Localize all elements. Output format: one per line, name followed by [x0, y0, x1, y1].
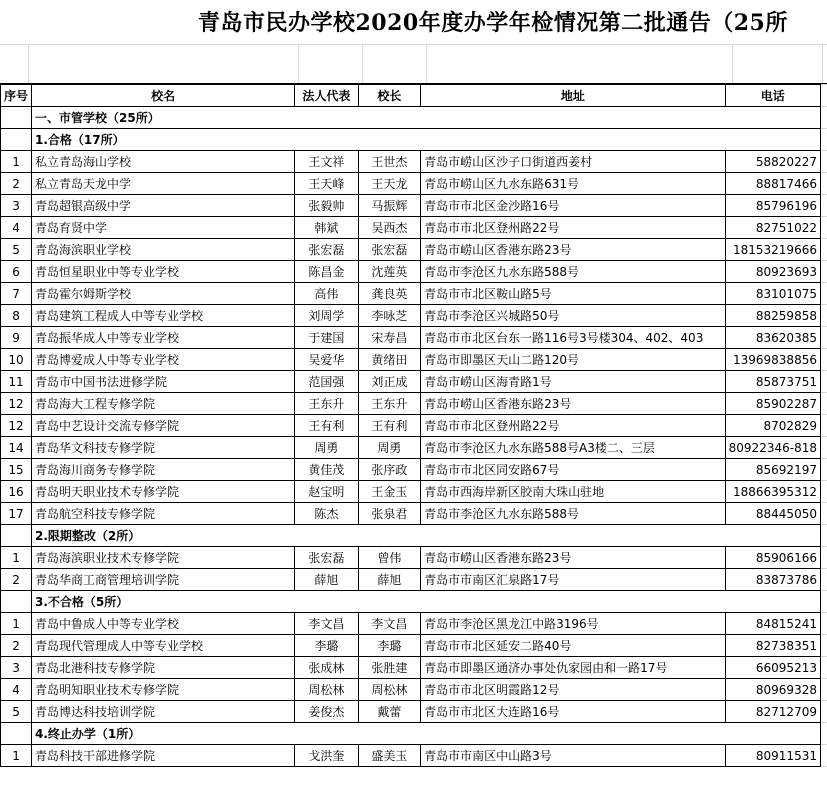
cell-name: 青岛航空科技专修学院 [32, 503, 295, 525]
cell-phone: 80911531 [725, 745, 820, 767]
cell-phone: 83873786 [725, 569, 820, 591]
cell-no: 5 [1, 239, 32, 261]
cell-no: 3 [1, 195, 32, 217]
table-row [1, 393, 827, 415]
cell-phone: 88259858 [725, 305, 820, 327]
table-row [1, 415, 827, 437]
cell-no: 3 [1, 657, 32, 679]
cell-no: 15 [1, 459, 32, 481]
header-principal: 校长 [358, 85, 421, 107]
cell-extra [820, 261, 827, 283]
cell-phone: 18153219666 [725, 239, 820, 261]
header-legal-rep: 法人代表 [295, 85, 358, 107]
table-row [1, 701, 827, 723]
table-row [1, 283, 827, 305]
table-row [1, 349, 827, 371]
cell-extra [820, 173, 827, 195]
cell-name: 青岛科技干部进修学院 [32, 745, 295, 767]
cell-address: 青岛市李沧区九水东路588号A3楼二、三层 [421, 437, 726, 459]
cell-principal: 王天龙 [358, 173, 421, 195]
table-row [1, 635, 827, 657]
table-row [1, 459, 827, 481]
cell-legal-rep: 姜俊杰 [295, 701, 358, 723]
cell-no: 12 [1, 393, 32, 415]
header-address: 地址 [421, 85, 726, 107]
grid-line [822, 45, 823, 83]
cell-address: 青岛市市北区鞍山路5号 [421, 283, 726, 305]
group-extra [820, 723, 827, 745]
cell-address: 青岛市李沧区黑龙江中路3196号 [421, 613, 726, 635]
grid-line [298, 45, 299, 83]
cell-address: 青岛市市北区金沙路16号 [421, 195, 726, 217]
cell-extra [820, 679, 827, 701]
cell-principal: 周松林 [358, 679, 421, 701]
cell-extra [820, 195, 827, 217]
cell-address: 青岛市西海岸新区胶南大珠山驻地 [421, 481, 726, 503]
cell-no: 1 [1, 547, 32, 569]
cell-name: 青岛明天职业技术专修学院 [32, 481, 295, 503]
cell-no: 1 [1, 151, 32, 173]
table-row [1, 173, 827, 195]
table-row [1, 151, 827, 173]
group-title: 4.终止办学（1所） [32, 723, 821, 745]
cell-phone: 85796196 [725, 195, 820, 217]
header-phone: 电话 [725, 85, 820, 107]
cell-no: 16 [1, 481, 32, 503]
cell-name: 青岛超银高级中学 [32, 195, 295, 217]
cell-extra [820, 327, 827, 349]
group-extra [820, 525, 827, 547]
cell-principal: 沈莲英 [358, 261, 421, 283]
cell-no: 8 [1, 305, 32, 327]
cell-name: 青岛建筑工程成人中等专业学校 [32, 305, 295, 327]
cell-principal: 薛旭 [358, 569, 421, 591]
group-extra [820, 591, 827, 613]
grid-line [732, 45, 733, 83]
table-row [1, 613, 827, 635]
table-row [1, 657, 827, 679]
table-row [1, 503, 827, 525]
cell-legal-rep: 陈昌金 [295, 261, 358, 283]
cell-no: 1 [1, 613, 32, 635]
cell-extra [820, 283, 827, 305]
title-row [0, 0, 827, 45]
table-row [1, 305, 827, 327]
cell-legal-rep: 周勇 [295, 437, 358, 459]
cell-name: 青岛华文科技专修学院 [32, 437, 295, 459]
cell-name: 青岛中艺设计交流专修学院 [32, 415, 295, 437]
cell-principal: 李文昌 [358, 613, 421, 635]
cell-address: 青岛市市北区登州路22号 [421, 217, 726, 239]
cell-principal: 宋寿昌 [358, 327, 421, 349]
cell-phone: 80923693 [725, 261, 820, 283]
table-row [1, 481, 827, 503]
table-row [1, 239, 827, 261]
cell-legal-rep: 范国强 [295, 371, 358, 393]
cell-principal: 吴西杰 [358, 217, 421, 239]
cell-phone: 80922346-818 [725, 437, 820, 459]
cell-name: 青岛华商工商管理培训学院 [32, 569, 295, 591]
cell-name: 青岛博爱成人中等专业学校 [32, 349, 295, 371]
cell-address: 青岛市市北区延安二路40号 [421, 635, 726, 657]
table-row [1, 745, 827, 767]
group-no-cell [1, 525, 32, 547]
cell-legal-rep: 于建国 [295, 327, 358, 349]
cell-name: 青岛现代管理成人中等专业学校 [32, 635, 295, 657]
cell-legal-rep: 吴爱华 [295, 349, 358, 371]
cell-phone: 83620385 [725, 327, 820, 349]
cell-phone: 8702829 [725, 415, 820, 437]
cell-principal: 龚良英 [358, 283, 421, 305]
cell-address: 青岛市即墨区通济办事处仇家园由和一路17号 [421, 657, 726, 679]
cell-legal-rep: 黄佳茂 [295, 459, 358, 481]
cell-name: 青岛中鲁成人中等专业学校 [32, 613, 295, 635]
cell-legal-rep: 李文昌 [295, 613, 358, 635]
group-no-cell [1, 723, 32, 745]
cell-name: 青岛霍尔姆斯学校 [32, 283, 295, 305]
cell-legal-rep: 王天峰 [295, 173, 358, 195]
cell-extra [820, 503, 827, 525]
cell-name: 青岛振华成人中等专业学校 [32, 327, 295, 349]
table-row [1, 679, 827, 701]
header-row [1, 85, 827, 107]
cell-address: 青岛市崂山区海青路1号 [421, 371, 726, 393]
cell-name: 青岛海大工程专修学院 [32, 393, 295, 415]
category-no-cell [1, 107, 32, 129]
blank-row [0, 45, 827, 84]
grid-line [362, 45, 363, 83]
cell-extra [820, 547, 827, 569]
header-no: 序号 [1, 85, 32, 107]
cell-phone: 80969328 [725, 679, 820, 701]
cell-principal: 刘正成 [358, 371, 421, 393]
cell-name: 青岛明知职业技术专修学院 [32, 679, 295, 701]
schools-table [0, 84, 827, 767]
cell-no: 5 [1, 701, 32, 723]
cell-principal: 李咏芝 [358, 305, 421, 327]
cell-address: 青岛市市北区大连路16号 [421, 701, 726, 723]
cell-legal-rep: 赵宝明 [295, 481, 358, 503]
grid-line [426, 45, 427, 83]
cell-phone: 85692197 [725, 459, 820, 481]
cell-phone: 82738351 [725, 635, 820, 657]
cell-legal-rep: 王文祥 [295, 151, 358, 173]
cell-no: 4 [1, 679, 32, 701]
cell-legal-rep: 高伟 [295, 283, 358, 305]
cell-no: 2 [1, 569, 32, 591]
cell-principal: 王金玉 [358, 481, 421, 503]
cell-phone: 83101075 [725, 283, 820, 305]
cell-legal-rep: 周松林 [295, 679, 358, 701]
cell-principal: 曾伟 [358, 547, 421, 569]
cell-address: 青岛市崂山区沙子口街道西姜村 [421, 151, 726, 173]
cell-no: 12 [1, 415, 32, 437]
cell-extra [820, 393, 827, 415]
cell-extra [820, 415, 827, 437]
header-name: 校名 [32, 85, 295, 107]
cell-name: 青岛恒星职业中等专业学校 [32, 261, 295, 283]
cell-address: 青岛市市北区同安路67号 [421, 459, 726, 481]
cell-phone: 84815241 [725, 613, 820, 635]
cell-principal: 张宏磊 [358, 239, 421, 261]
cell-address: 青岛市崂山区香港东路23号 [421, 393, 726, 415]
cell-address: 青岛市崂山区九水东路631号 [421, 173, 726, 195]
cell-phone: 66095213 [725, 657, 820, 679]
cell-address: 青岛市市南区汇泉路17号 [421, 569, 726, 591]
cell-extra [820, 657, 827, 679]
cell-no: 6 [1, 261, 32, 283]
cell-extra [820, 613, 827, 635]
cell-no: 7 [1, 283, 32, 305]
cell-extra [820, 569, 827, 591]
header-extra [820, 85, 827, 107]
cell-extra [820, 239, 827, 261]
table-body [1, 85, 827, 767]
cell-phone: 88817466 [725, 173, 820, 195]
group-title: 1.合格（17所） [32, 129, 821, 151]
cell-principal: 黄绪田 [358, 349, 421, 371]
category-title: 一、市管学校（25所） [32, 107, 821, 129]
cell-legal-rep: 王有利 [295, 415, 358, 437]
table-row [1, 371, 827, 393]
cell-name: 青岛市中国书法进修学院 [32, 371, 295, 393]
cell-no: 2 [1, 173, 32, 195]
group-row [1, 129, 827, 151]
cell-legal-rep: 刘周学 [295, 305, 358, 327]
cell-extra [820, 217, 827, 239]
cell-principal: 王世杰 [358, 151, 421, 173]
cell-name: 青岛北港科技专修学院 [32, 657, 295, 679]
cell-principal: 盛美玉 [358, 745, 421, 767]
cell-legal-rep: 张成林 [295, 657, 358, 679]
cell-legal-rep: 薛旭 [295, 569, 358, 591]
cell-address: 青岛市市北区登州路22号 [421, 415, 726, 437]
group-row [1, 525, 827, 547]
table-row [1, 261, 827, 283]
cell-address: 青岛市李沧区兴城路50号 [421, 305, 726, 327]
cell-name: 青岛海滨职业技术专修学院 [32, 547, 295, 569]
cell-phone: 85873751 [725, 371, 820, 393]
cell-name: 青岛海川商务专修学院 [32, 459, 295, 481]
cell-principal: 周勇 [358, 437, 421, 459]
cell-principal: 张泉君 [358, 503, 421, 525]
cell-legal-rep: 戈洪奎 [295, 745, 358, 767]
cell-no: 2 [1, 635, 32, 657]
group-no-cell [1, 129, 32, 151]
cell-extra [820, 745, 827, 767]
cell-principal: 马振辉 [358, 195, 421, 217]
table-row [1, 195, 827, 217]
cell-phone: 82751022 [725, 217, 820, 239]
cell-extra [820, 635, 827, 657]
cell-phone: 58820227 [725, 151, 820, 173]
cell-no: 14 [1, 437, 32, 459]
cell-no: 17 [1, 503, 32, 525]
cell-name: 青岛博达科技培训学院 [32, 701, 295, 723]
cell-address: 青岛市崂山区香港东路23号 [421, 239, 726, 261]
cell-name: 私立青岛天龙中学 [32, 173, 295, 195]
cell-extra [820, 151, 827, 173]
cell-phone: 82712709 [725, 701, 820, 723]
cell-no: 4 [1, 217, 32, 239]
cell-principal: 王有利 [358, 415, 421, 437]
cell-extra [820, 437, 827, 459]
category-extra [820, 107, 827, 129]
cell-address: 青岛市市南区中山路3号 [421, 745, 726, 767]
cell-phone: 88445050 [725, 503, 820, 525]
table-row [1, 547, 827, 569]
table-row [1, 569, 827, 591]
cell-legal-rep: 张宏磊 [295, 547, 358, 569]
cell-no: 1 [1, 745, 32, 767]
cell-extra [820, 305, 827, 327]
cell-name: 私立青岛海山学校 [32, 151, 295, 173]
cell-no: 10 [1, 349, 32, 371]
cell-no: 9 [1, 327, 32, 349]
cell-principal: 王东升 [358, 393, 421, 415]
cell-address: 青岛市即墨区天山二路120号 [421, 349, 726, 371]
cell-principal: 张序政 [358, 459, 421, 481]
cell-extra [820, 371, 827, 393]
cell-principal: 李璐 [358, 635, 421, 657]
group-title: 2.限期整改（2所） [32, 525, 821, 547]
cell-extra [820, 701, 827, 723]
category-row [1, 107, 827, 129]
cell-address: 青岛市市北区台东一路116号3号楼304、402、403 [421, 327, 726, 349]
cell-address: 青岛市市北区明霞路12号 [421, 679, 726, 701]
cell-legal-rep: 张宏磊 [295, 239, 358, 261]
group-title: 3.不合格（5所） [32, 591, 821, 613]
cell-address: 青岛市李沧区九水东路588号 [421, 503, 726, 525]
cell-legal-rep: 张毅帅 [295, 195, 358, 217]
cell-extra [820, 349, 827, 371]
table-row [1, 217, 827, 239]
cell-extra [820, 459, 827, 481]
cell-legal-rep: 王东升 [295, 393, 358, 415]
cell-phone: 85902287 [725, 393, 820, 415]
cell-address: 青岛市崂山区香港东路23号 [421, 547, 726, 569]
table-row [1, 327, 827, 349]
cell-legal-rep: 李璐 [295, 635, 358, 657]
cell-address: 青岛市李沧区九水东路588号 [421, 261, 726, 283]
group-row [1, 723, 827, 745]
group-no-cell [1, 591, 32, 613]
cell-no: 11 [1, 371, 32, 393]
cell-name: 青岛海滨职业学校 [32, 239, 295, 261]
table-row [1, 437, 827, 459]
page-title: 青岛市民办学校2020年度办学年检情况第二批通告（25所 [198, 10, 788, 36]
cell-extra [820, 481, 827, 503]
cell-phone: 13969838856 [725, 349, 820, 371]
grid-line [28, 45, 29, 83]
cell-name: 青岛育贤中学 [32, 217, 295, 239]
cell-legal-rep: 陈杰 [295, 503, 358, 525]
cell-phone: 85906166 [725, 547, 820, 569]
cell-principal: 戴蕾 [358, 701, 421, 723]
cell-legal-rep: 韩斌 [295, 217, 358, 239]
group-row [1, 591, 827, 613]
group-extra [820, 129, 827, 151]
cell-phone: 18866395312 [725, 481, 820, 503]
cell-principal: 张胜建 [358, 657, 421, 679]
